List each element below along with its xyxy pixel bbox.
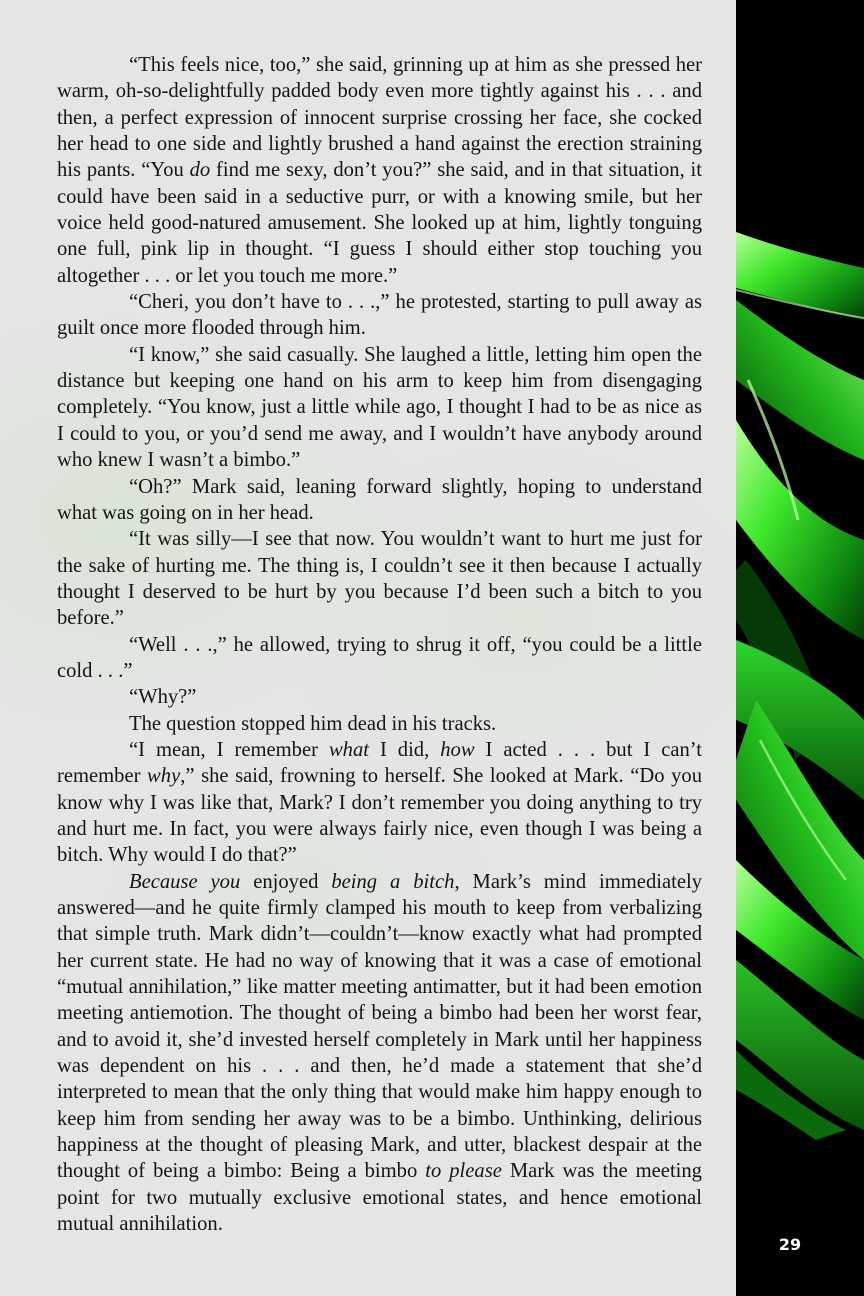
green-ribbon-art-icon — [736, 0, 864, 1296]
paragraph — [57, 869, 702, 1238]
text-run: “It was silly—I see that now. You wouldn’t want to hurt me just for the sake of hurting me. The thing is, I couldn’t see it then because I actually thought I deserved to be hurt by you because I’d been such a bitch to you before.” — [57, 528, 702, 630]
text-run: , Mark’s mind immediately answered—and he quite firmly clamped his mouth to keep from verbalizing that simple truth. Mark didn’t—couldn’t—know exactly what had prompted her current state. He had no way of knowing that it was a case of emotional “mutual annihilation,” like matter meeting antimatter, but it had been emotion meeting antiemotion. The thought of being a bimbo had been her worst fear, and to avoid it, she’d invested herself completely in Mark until her happiness was dependent on his . . . and then, he’d made a statement that she’d interpreted to mean that the only thing that would make him happy enough to keep him from sending her away was to be a bimbo. Unthinking, delirious happiness at the thought of pleasing Mark, and utter, blackest despair at the thought of being a bimbo: Being a bimbo — [57, 870, 702, 1183]
text-run: “This feels nice, too,” she said, grinning up at him as she pressed her warm, oh-so-delightfully padded body even more tightly against his . . . and then, a perfect expression of innocent surprise crossing her face, she cocked her head to one side and lightly brushed a hand against the erection straining his pants. “You — [57, 54, 702, 182]
paragraph — [57, 526, 702, 631]
text-run: ,” she said, frowning to herself. She looked at Mark. “Do you know why I was like that, Mark? I don’t remember you doing anything to try and hurt me. In fact, you were always fairly nice, even though I was being a bitch. Why would I do that?” — [57, 765, 702, 867]
italic-run: being a bitch — [331, 870, 455, 893]
paragraph — [57, 711, 702, 737]
body-text — [57, 52, 702, 1237]
italic-run: to please — [425, 1160, 502, 1183]
text-run: enjoyed — [240, 870, 332, 893]
paragraph — [57, 52, 702, 289]
text-run: find me sexy, don’t you?” she said, and in that situation, it could have been said in a seductive purr, or with a knowing smile, but her voice held good-natured amusement. She looked up at him, lightly tonguing one full, pink lip in thought. “I guess I should either stop touching you altogether . . . or let you touch me more.” — [57, 159, 702, 287]
page-number: 29 — [778, 1235, 802, 1254]
paragraph — [57, 632, 702, 685]
italic-run: why — [147, 765, 181, 788]
text-run: “I mean, I remember — [129, 738, 329, 761]
text-run: “Cheri, you don’t have to . . .,” he protested, starting to pull away as guilt once more flooded through him. — [57, 291, 702, 340]
paragraph — [57, 289, 702, 342]
text-run: “I know,” she said casually. She laughed a little, letting him open the distance but keeping one hand on his arm to keep him from disengaging completely. “You know, just a little while ago, I thought I had to be as nice as I could to you, or you’d send me away, and I wouldn’t have anybody around who knew I wasn’t a bimbo.” — [57, 343, 702, 472]
paragraph — [57, 342, 702, 474]
text-run: “Well . . .,” he allowed, trying to shrug it off, “you could be a little cold . . .” — [57, 633, 702, 682]
italic-run: Because you — [129, 870, 241, 893]
paragraph — [57, 684, 702, 710]
italic-run: what — [328, 738, 369, 761]
text-run: Mark was the meeting point for two mutually exclusive emotional states, and hence emotional mutual annihilation. — [57, 1160, 702, 1236]
text-run: “Why?” — [129, 686, 197, 709]
italic-run: do — [189, 159, 211, 182]
text-run: The question stopped him dead in his tracks. — [129, 712, 497, 735]
paragraph — [57, 737, 702, 869]
text-run: I acted . . . but I can’t remember — [57, 738, 702, 788]
text-run: “Oh?” Mark said, leaning forward slightly, hoping to understand what was going on in her head. — [57, 475, 702, 524]
italic-run: how — [440, 738, 475, 761]
paragraph — [57, 474, 702, 527]
text-run: I did, — [369, 738, 441, 761]
green-ribbon-svg — [736, 0, 864, 1296]
